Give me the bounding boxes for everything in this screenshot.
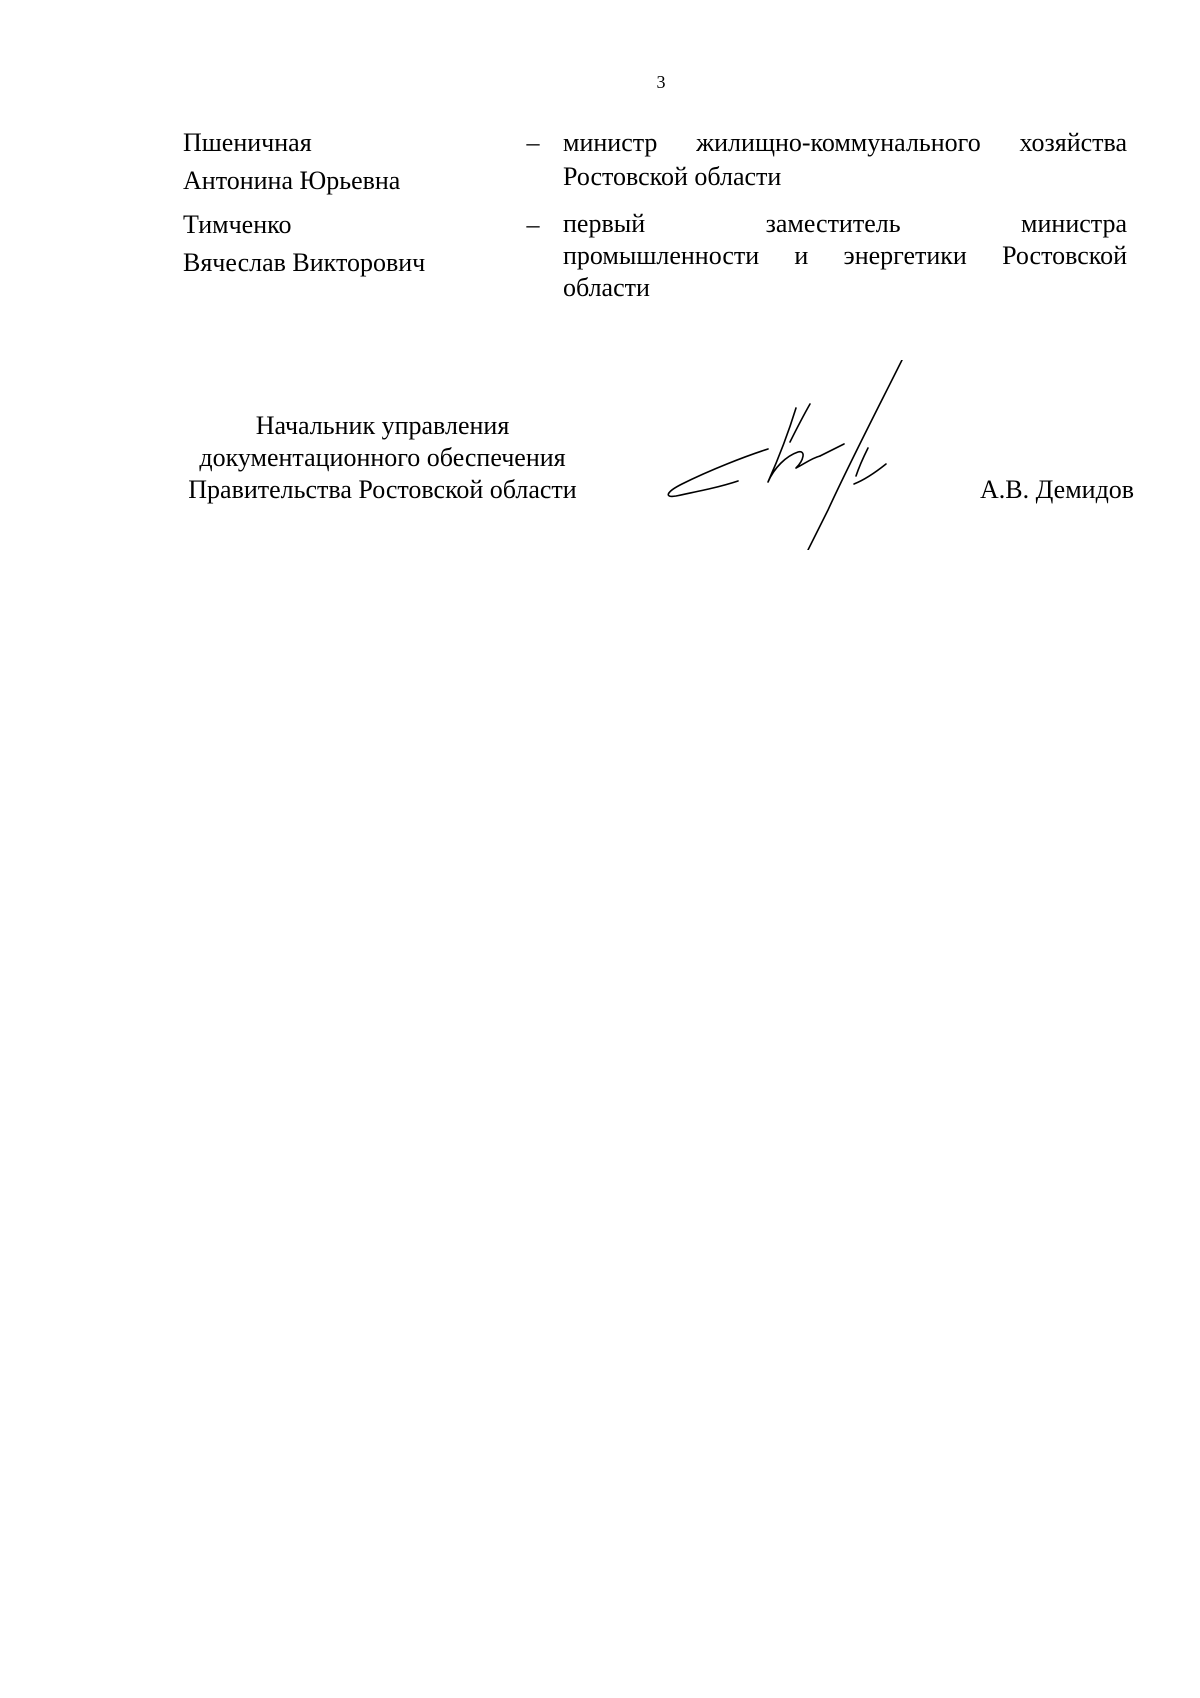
member-surname: Тимченко — [183, 210, 292, 239]
member-row — [183, 208, 1127, 318]
member-given-names: Антонина Юрьевна — [183, 166, 401, 195]
member-name — [183, 126, 513, 198]
signatory-position-line: Правительства Ростовской области — [188, 475, 577, 504]
signatory-position-line: Начальник управления — [255, 411, 510, 440]
member-name — [183, 208, 513, 280]
signature-block — [160, 410, 1160, 560]
signatory-position — [160, 410, 605, 506]
signatory-position-line: документационного обеспечения — [199, 443, 566, 472]
member-role-line: первый заместитель министра — [563, 209, 1127, 238]
member-role-line: промышленности и энергетики Ростовской — [563, 241, 1127, 270]
member-role — [563, 208, 1127, 304]
member-role-line: Ростовской области — [563, 162, 782, 191]
signer-name: А.В. Демидов — [980, 475, 1135, 504]
member-dash: – — [526, 128, 540, 157]
member-dash: – — [526, 210, 540, 239]
member-row — [183, 126, 1127, 206]
member-role-line: области — [563, 273, 650, 302]
member-role-line: министр жилищно-коммунального хозяйства — [563, 128, 1127, 157]
handwritten-signature — [650, 360, 950, 550]
member-surname: Пшеничная — [183, 128, 312, 157]
member-given-names: Вячеслав Викторович — [183, 248, 426, 277]
page-number: 3 — [656, 72, 666, 92]
member-role — [563, 126, 1127, 194]
